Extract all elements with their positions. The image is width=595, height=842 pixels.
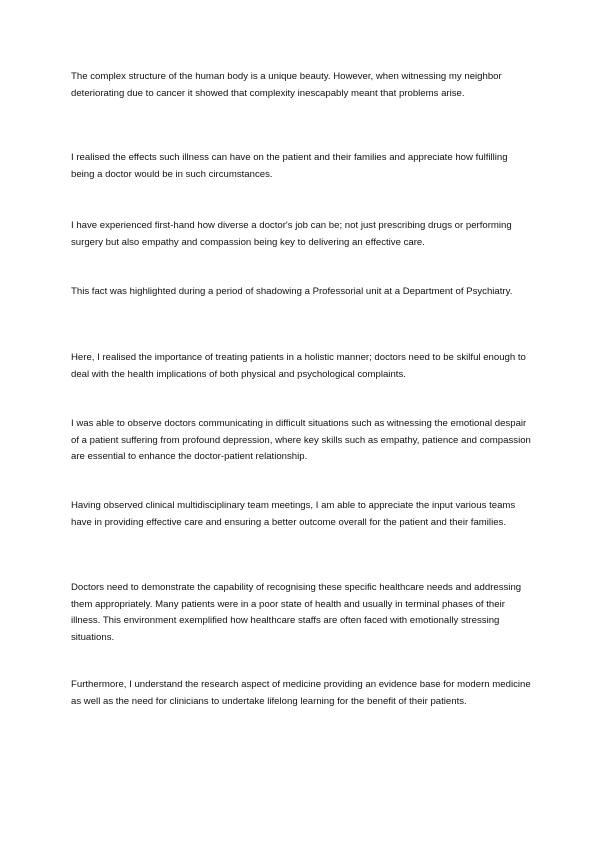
- paragraph-8: Doctors need to demonstrate the capability of recognising these specific healthcare needs and addressing them appropriately. Many patients were in a poor state of health and usually in terminal phases of their illness. This environment exemplified how healthcare staffs are often faced with emotionally stressing situations.: [71, 582, 522, 643]
- paragraph-3: I have experienced first-hand how diverse a doctor's job can be; not just prescribing drugs or performing surgery but also empathy and compassion being key to delivering an effective care.: [71, 220, 512, 248]
- paragraph-2: I realised the effects such illness can have on the patient and their families and appreciate how fulfilling being a doctor would be in such circumstances.: [71, 152, 508, 180]
- paragraph-6: I was able to observe doctors communicating in difficult situations such as witnessing the emotional despair of a patient suffering from profound depression, where key skills such as empathy, patience and compassion are essential to enhance the doctor-patient relationship.: [71, 418, 531, 462]
- paragraph-5: Here, I realised the importance of treating patients in a holistic manner; doctors need to be skilful enough to deal with the health implications of both physical and psychological complaints.: [71, 352, 526, 380]
- paragraph-1: The complex structure of the human body is a unique beauty. However, when witnessing my neighbor deteriorating due to cancer it showed that complexity inescapably meant that problems arise.: [71, 71, 502, 99]
- paragraph-9: Furthermore, I understand the research aspect of medicine providing an evidence base for modern medicine as well as the need for clinicians to undertake lifelong learning for the benefit of their patients.: [71, 679, 531, 707]
- paragraph-7: Having observed clinical multidisciplinary team meetings, I am able to appreciate the input various teams have in providing effective care and ensuring a better outcome overall for the patient and their families.: [71, 500, 516, 528]
- paragraph-4: This fact was highlighted during a period of shadowing a Professorial unit at a Department of Psychiatry.: [71, 286, 513, 297]
